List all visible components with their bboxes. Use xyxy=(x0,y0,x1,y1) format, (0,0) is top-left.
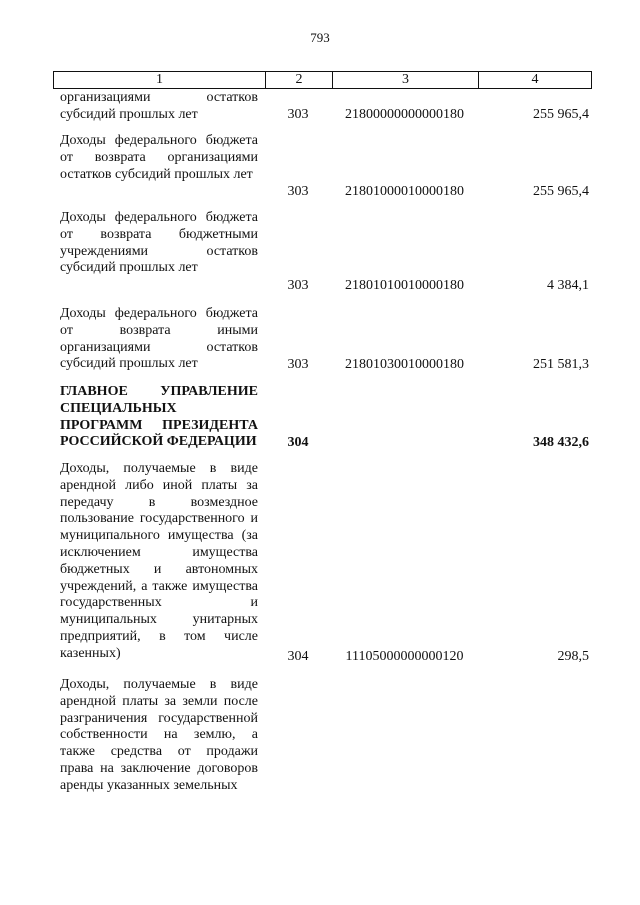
row-amount: 4 384,1 xyxy=(547,278,589,294)
row-kbk: 21801010010000180 xyxy=(345,278,464,294)
row-code: 303 xyxy=(287,184,309,200)
row-amount: 298,5 xyxy=(557,649,589,665)
row-code: 303 xyxy=(287,107,309,123)
row-description: Доходы, получаемые в виде арендной платы за земли после разграничения государственной собственности на землю, а также средства от продажи права на заключение договоров аренды указанных земельных xyxy=(60,677,258,793)
column-header-3: 3 xyxy=(333,72,479,88)
table-row xyxy=(53,677,592,832)
row-code: 303 xyxy=(287,357,309,373)
table-header xyxy=(53,71,592,89)
column-header-2: 2 xyxy=(266,72,333,88)
row-description: ГЛАВНОЕ УПРАВЛЕНИЕ СПЕЦИАЛЬНЫХ ПРОГРАММ ПРЕЗИДЕНТА РОССИЙСКОЙ ФЕДЕРАЦИИ xyxy=(60,384,258,450)
row-kbk: 11105000000000120 xyxy=(345,649,464,665)
row-amount: 348 432,6 xyxy=(533,435,589,451)
row-code: 303 xyxy=(287,278,309,294)
table-row xyxy=(53,306,592,374)
row-amount: 255 965,4 xyxy=(533,107,589,123)
row-amount: 255 965,4 xyxy=(533,184,589,200)
row-description: Доходы федерального бюджета от возврата иными организациями остатков субсидий прошлых лет xyxy=(60,306,258,372)
table-row-organization xyxy=(53,384,592,452)
row-kbk: 21801030010000180 xyxy=(345,357,464,373)
row-description: Доходы федерального бюджета от возврата бюджетными учреждениями остатков субсидий прошлых лет xyxy=(60,210,258,276)
row-code: 304 xyxy=(287,435,309,451)
column-header-1: 1 xyxy=(54,72,266,88)
table-row xyxy=(53,461,592,666)
row-kbk: 21801000010000180 xyxy=(345,184,464,200)
table-row xyxy=(53,133,592,201)
table-row xyxy=(53,210,592,295)
row-code: 304 xyxy=(287,649,309,665)
column-header-4: 4 xyxy=(531,72,539,87)
table-row xyxy=(53,90,592,124)
row-description: Доходы федерального бюджета от возврата организациями остатков субсидий прошлых лет xyxy=(60,133,258,182)
row-kbk: 21800000000000180 xyxy=(345,107,464,123)
page-number: 793 xyxy=(310,30,330,45)
row-description: организациями остатков субсидий прошлых лет xyxy=(60,90,258,122)
row-description: Доходы, получаемые в виде арендной либо иной платы за передачу в возмездное пользование государственного и муниципального имущества (за исключением имущества бюджетных и автономных учреждений, а также имущества государственных и муниципальных унитарных предприятий, в том числе казенных) xyxy=(60,461,258,661)
row-amount: 251 581,3 xyxy=(533,357,589,373)
